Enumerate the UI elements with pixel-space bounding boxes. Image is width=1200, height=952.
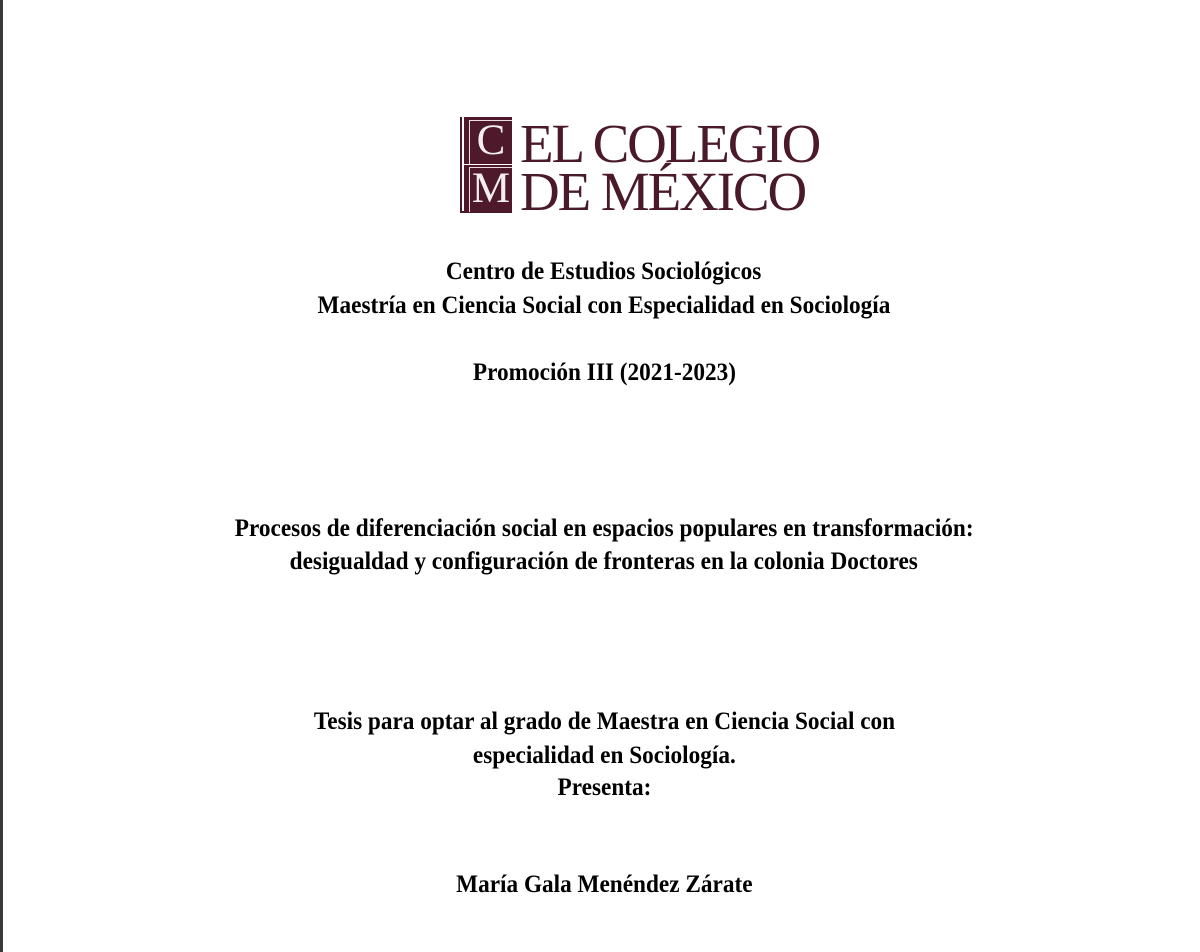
institution-logo — [460, 113, 820, 222]
logo-monogram-letter-c: C — [476, 117, 506, 164]
logo-monogram-bottom — [464, 165, 512, 212]
logo-monogram-top — [464, 117, 512, 164]
thesis-title-line1: Procesos de diferenciación social en espacios populares en transformación: — [234, 515, 974, 542]
document-page — [4, 0, 1200, 952]
logo-monogram-letter-m: M — [471, 165, 511, 212]
logo-name-line2: DE MÉXICO — [520, 161, 806, 222]
author-name: María Gala Menéndez Zárate — [455, 871, 753, 898]
program-name: Maestría en Ciencia Social con Especialidad en Sociología — [317, 292, 891, 319]
degree-statement-line2: especialidad en Sociología. — [472, 742, 736, 769]
degree-statement-line1: Tesis para optar al grado de Maestra en Ciencia Social con — [313, 708, 895, 735]
center-name: Centro de Estudios Sociológicos — [446, 258, 762, 285]
logo-name-line1: EL COLEGIO — [520, 113, 820, 174]
cohort: Promoción III (2021-2023) — [472, 359, 736, 386]
presenter-label: Presenta: — [557, 774, 651, 801]
thesis-title-line2: desigualdad y configuración de fronteras en la colonia Doctores — [289, 548, 919, 575]
viewer-left-edge — [0, 0, 3, 952]
